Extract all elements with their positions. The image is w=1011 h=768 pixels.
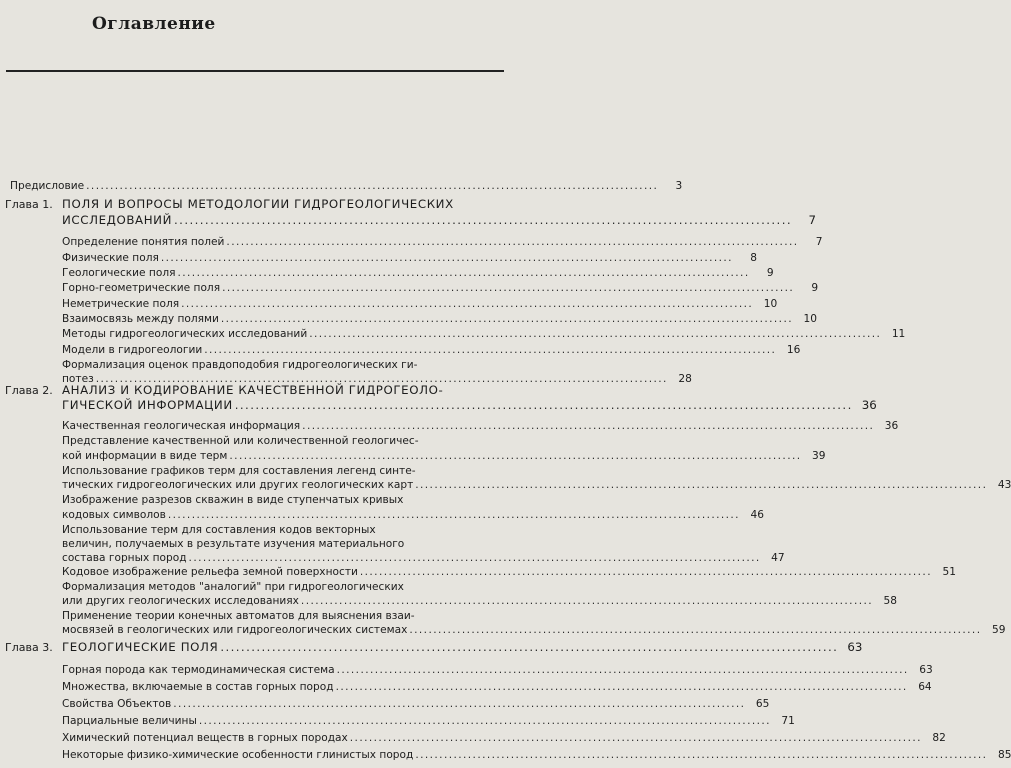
page-title: Оглавление [92,14,216,34]
toc-page-number: 10 [803,313,817,325]
toc-entry-label: ГИЧЕСКОЙ ИНФОРМАЦИИ [62,398,233,412]
toc-page-number: 63 [847,640,863,654]
chapter-2-title-line2 [62,398,877,412]
leader-dots: ........................................................................................................................ [167,509,740,521]
toc-entry-label: ИССЛЕДОВАНИЙ [62,213,173,227]
toc-entry-label: Предисловие [10,180,85,192]
leader-dots: ........................................................................................................................ [335,681,908,693]
leader-dots: ........................................................................................................................ [300,595,874,607]
leader-dots: ........................................................................................................................ [226,236,799,248]
toc-entry-label: Модели в гидрогеологии [62,344,203,356]
toc-page-number: 39 [812,450,826,462]
toc-entry [62,731,946,745]
toc-entry [62,343,801,357]
toc-entry-label: мосвязей в геологических или гидрогеологических системах [62,624,408,636]
toc-page-number: 63 [919,664,933,676]
toc-entry-label: Физические поля [62,252,159,264]
leader-dots: ........................................................................................................................ [177,267,750,279]
toc-entry-line: величин, получаемых в результате изучения материального [62,538,405,550]
toc-page-number: 64 [918,681,932,693]
chapter-2-title-line1: АНАЛИЗ И КОДИРОВАНИЕ КАЧЕСТВЕННОЙ ГИДРОГЕОЛО- [62,383,444,397]
toc-entry-line: Формализация оценок правдоподобия гидрогеологических ги- [62,359,418,371]
leader-dots: ........................................................................................................................ [349,732,922,744]
leader-dots: ........................................................................................................................ [160,252,733,264]
toc-entry-line: Изображение разрезов скважин в виде ступенчатых кривых [62,494,404,506]
toc-page-number: 16 [786,344,801,356]
toc-entry-label: Горно-геометрические поля [62,282,221,294]
leader-dots: ........................................................................................................................ [234,398,853,412]
toc-entry-label: Качественная геологическая информация [62,420,301,432]
leader-dots: ........................................................................................................................ [181,298,754,310]
toc-entry-label: Множества, включаемые в состав горных пород [62,681,334,693]
leader-dots: ........................................................................................................................ [302,420,875,432]
toc-page-number: 36 [884,420,899,432]
toc-entry-label: Горная порода как термодинамическая система [62,664,335,676]
toc-entry-label: Химический потенциал веществ в горных породах [62,732,348,744]
leader-dots: ........................................................................................................................ [188,552,761,564]
leader-dots: ........................................................................................................................ [220,640,839,654]
toc-page-number: 36 [861,398,877,412]
toc-entry [62,697,770,711]
toc-entry-label: или других геологических исследованиях [62,595,299,607]
chapter-1-title-line2 [62,213,817,227]
leader-dots: ........................................................................................................................ [415,479,988,491]
toc-entry [62,594,898,608]
toc-page-number: 8 [750,252,757,264]
toc-entry-preface [10,179,683,193]
toc-entry [62,419,899,433]
toc-entry-line: Формализация методов "аналогий" при гидрогеологических [62,581,404,593]
toc-entry [62,251,757,265]
leader-dots: ........................................................................................................................ [409,624,982,636]
toc-entry [62,551,785,565]
toc-entry-label: состава горных пород [62,552,187,564]
toc-page-number: 46 [750,509,764,521]
toc-entry-label: кой информации в виде терм [62,450,228,462]
toc-page-number: 7 [815,236,823,248]
toc-page-number: 7 [808,213,817,227]
toc-entry [62,327,906,341]
leader-dots: ........................................................................................................................ [174,213,793,227]
toc-entry-label: Неметрические поля [62,298,180,310]
toc-entry [62,281,819,295]
toc-page-number: 28 [678,373,692,385]
toc-entry-label: Некоторые физико-химические особенности глинистых пород [62,749,414,761]
toc-page-number: 9 [766,267,774,279]
toc-entry [62,748,1011,762]
toc-entry [62,508,764,522]
toc-entry-line: Представление качественной или количественной геологичес- [62,435,419,447]
chapter-2-number: Глава 2. [5,384,53,397]
toc-entry-label: Кодовое изображение рельефа земной поверхности [62,566,358,578]
toc-page-number: 65 [755,698,770,710]
leader-dots: ........................................................................................................................ [309,328,882,340]
toc-entry-label: Геологические поля [62,267,176,279]
leader-dots: ........................................................................................................................ [359,566,932,578]
toc-entry [62,297,778,311]
chapter-3-number: Глава 3. [5,641,53,654]
chapter-1-number: Глава 1. [5,198,53,211]
toc-page-number: 10 [763,298,778,310]
toc-page-number: 82 [932,732,946,744]
leader-dots: ........................................................................................................................ [198,715,771,727]
leader-dots: ........................................................................................................................ [336,664,909,676]
toc-page-number: 3 [675,180,683,192]
toc-entry-line: Использование терм для составления кодов векторных [62,524,376,536]
toc-entry [62,565,956,579]
leader-dots: ........................................................................................................................ [86,180,659,192]
toc-page-number: 71 [781,715,795,727]
leader-dots: ........................................................................................................................ [95,373,668,385]
leader-dots: ........................................................................................................................ [173,698,746,710]
toc-entry [62,235,823,249]
toc-entry-label: тических гидрогеологических или других геологических карт [62,479,414,491]
chapter-3-title [62,640,863,654]
toc-entry-label: Взаимосвязь между полями [62,313,219,325]
toc-page-number: 85 [997,749,1011,761]
toc-entry-label: кодовых символов [62,509,166,521]
toc-page-number: 11 [891,328,906,340]
toc-entry [62,623,1006,637]
leader-dots: ........................................................................................................................ [222,282,795,294]
toc-entry-line: Применение теории конечных автоматов для выяснения взаи- [62,610,415,622]
toc-page-number: 9 [811,282,819,294]
toc-page-number: 51 [942,566,956,578]
toc-page-number: 43 [997,479,1011,491]
toc-entry-label: Парциальные величины [62,715,197,727]
leader-dots: ........................................................................................................................ [229,450,802,462]
toc-entry-label: Определение понятия полей [62,236,225,248]
toc-entry [62,312,817,326]
toc-entry-line: Использование графиков терм для составления легенд синте- [62,465,416,477]
leader-dots: ........................................................................................................................ [220,313,793,325]
toc-entry [62,478,1011,492]
chapter-1-title-line1: ПОЛЯ И ВОПРОСЫ МЕТОДОЛОГИИ ГИДРОГЕОЛОГИЧЕСКИХ [62,197,454,211]
leader-dots: ........................................................................................................................ [204,344,777,356]
toc-entry-label: Методы гидрогеологических исследований [62,328,308,340]
toc-entry-label: ГЕОЛОГИЧЕСКИЕ ПОЛЯ [62,640,219,654]
toc-entry-label: Свойства Объектов [62,698,172,710]
toc-entry [62,663,933,677]
toc-entry [62,449,826,463]
toc-page-number: 58 [883,595,898,607]
toc-entry [62,714,795,728]
toc-entry [62,680,932,694]
toc-page-number: 59 [991,624,1006,636]
leader-dots: ........................................................................................................................ [415,749,988,761]
toc-entry-label: потез [62,373,94,385]
header-rule [6,70,504,72]
toc-page-number: 47 [771,552,785,564]
toc-entry [62,266,774,280]
